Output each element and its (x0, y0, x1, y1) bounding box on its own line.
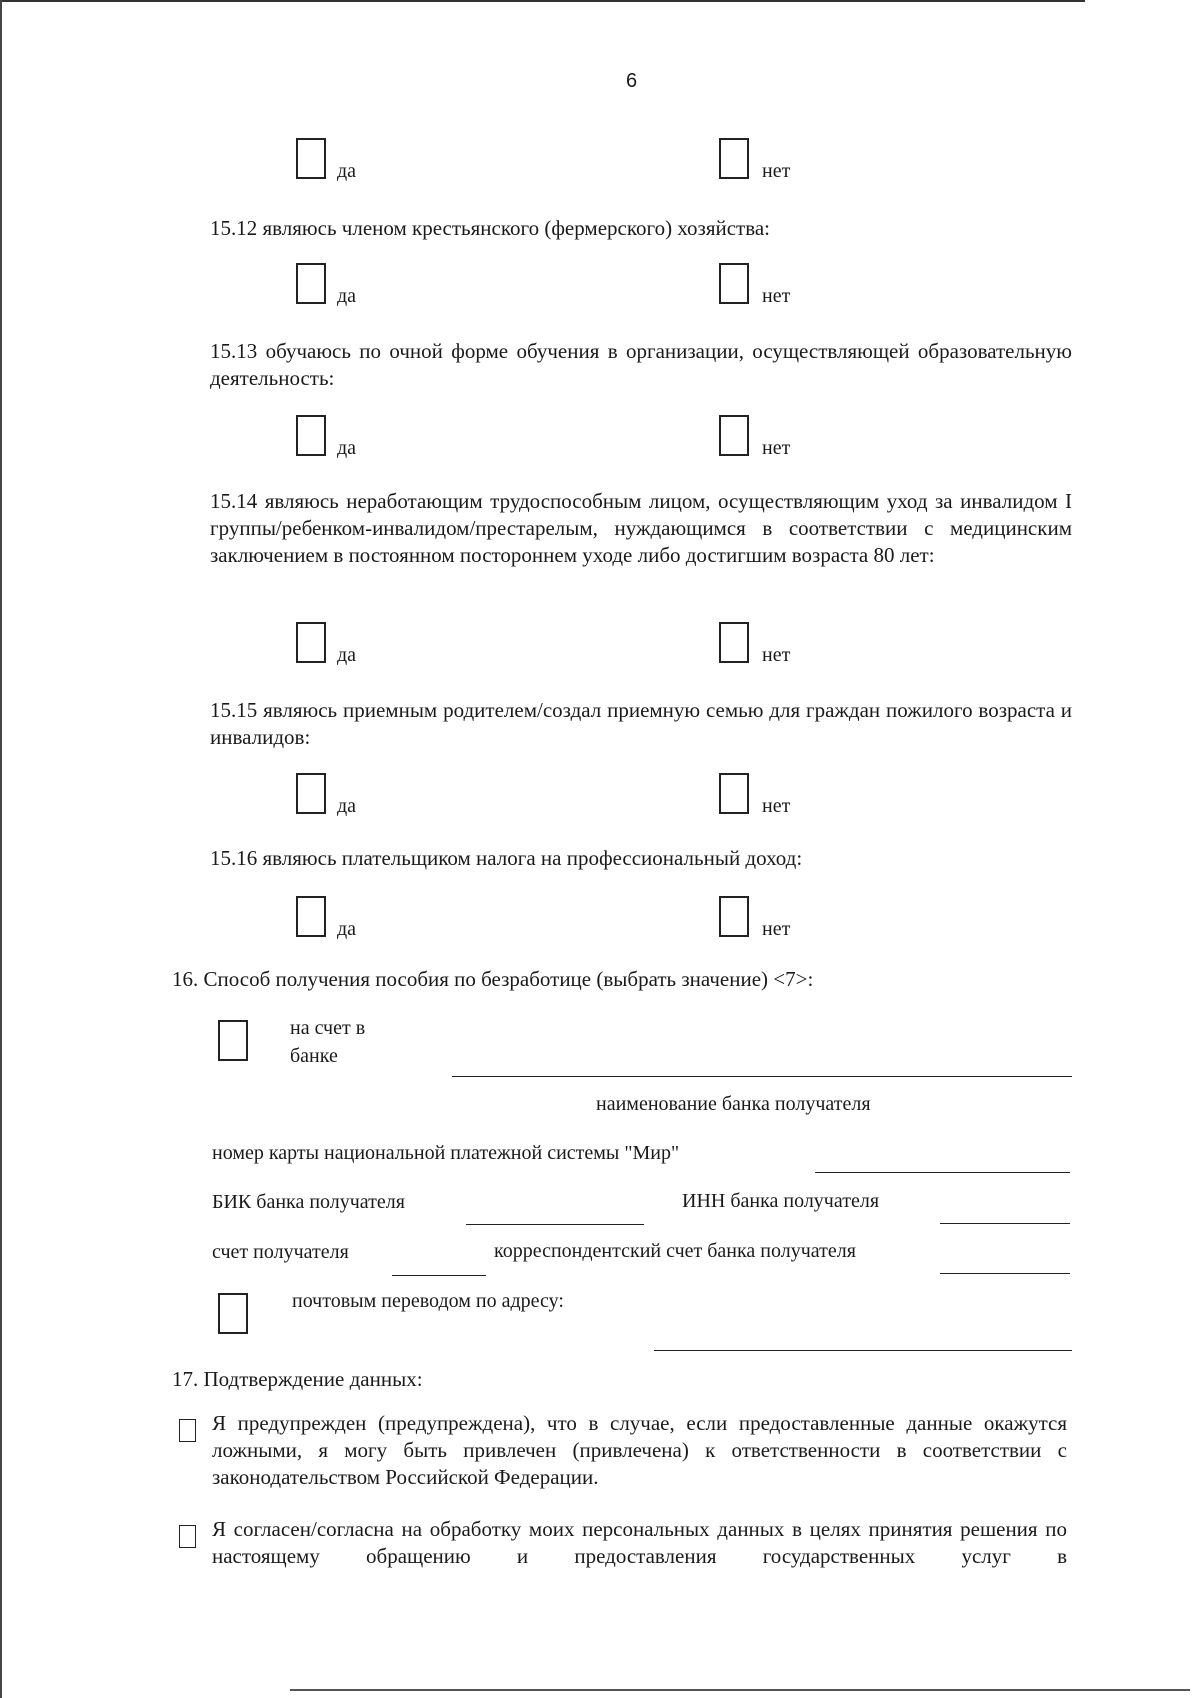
scan-edge-bottom (290, 1689, 1190, 1691)
section-17-title: 17. Подтверждение данных: (172, 1367, 423, 1391)
no-checkbox-15-14[interactable] (719, 622, 749, 663)
yes-label: да (337, 437, 357, 459)
no-checkbox-15-12[interactable] (719, 263, 749, 304)
no-label: нет (762, 285, 791, 307)
postal-option-label: почтовым переводом по адресу: (292, 1290, 564, 1312)
bik-label: БИК банка получателя (212, 1191, 405, 1213)
yes-label: да (337, 644, 357, 666)
yes-label: да (337, 285, 357, 307)
no-label: нет (762, 437, 791, 459)
item-15-15: 15.15 являюсь приемным родителем/создал приемную семью для граждан пожилого возраста и инвалидов: (210, 698, 1072, 749)
item-15-16: 15.16 являюсь плательщиком налога на профессиональный доход: (210, 846, 803, 870)
bank-option-line2: банке (290, 1045, 338, 1067)
no-checkbox-15-15[interactable] (719, 773, 749, 814)
no-label: нет (762, 795, 791, 817)
bik-field[interactable] (466, 1224, 644, 1225)
consent-checkbox[interactable] (179, 1525, 196, 1548)
bank-account-checkbox[interactable] (218, 1020, 248, 1061)
yes-checkbox-15-13[interactable] (296, 415, 326, 456)
corr-account-field[interactable] (940, 1273, 1070, 1274)
postal-address-field[interactable] (654, 1350, 1072, 1351)
scan-edge-top (0, 0, 1085, 2)
item-15-14: 15.14 являюсь неработающим трудоспособным лицом, осуществляющим уход за инвалидом I группы/ребенком-инвалидом/престарелым, нуждающимся в соответствии с медицинским заключением в постоянном постороннем уходе либо достигшим возраста 80 лет: (210, 489, 1072, 567)
consent-statement: Я согласен/согласна на обработку моих персональных данных в целях принятия решения по настоящему обращению и предоставления государственных услуг в (212, 1517, 1067, 1568)
warned-statement: Я предупрежден (предупреждена), что в случае, если предоставленные данные окажутся ложными, я могу быть привлечен (привлечена) к ответственности в соответствии с законодательством Российской Федерации. (212, 1411, 1067, 1489)
yes-label: да (337, 795, 357, 817)
inn-field[interactable] (940, 1223, 1070, 1224)
no-checkbox-15-13[interactable] (719, 415, 749, 456)
account-label: счет получателя (212, 1241, 349, 1263)
yes-checkbox-15-12[interactable] (296, 263, 326, 304)
item-15-12: 15.12 являюсь членом крестьянского (фермерского) хозяйства: (210, 216, 771, 240)
bank-name-caption: наименование банка получателя (596, 1093, 871, 1115)
yes-checkbox-15-16[interactable] (296, 896, 326, 937)
section-16-title: 16. Способ получения пособия по безработице (выбрать значение) <7>: (172, 967, 814, 991)
yes-checkbox-15-14[interactable] (296, 622, 326, 663)
no-label: нет (762, 644, 791, 666)
yes-label: да (337, 160, 357, 182)
bank-name-field[interactable] (452, 1076, 1072, 1077)
yes-checkbox-15-15[interactable] (296, 773, 326, 814)
scan-edge-left (0, 0, 2, 1698)
no-checkbox-15-16[interactable] (719, 896, 749, 937)
mir-card-label: номер карты национальной платежной системы "Мир" (212, 1142, 680, 1164)
page-number: 6 (626, 70, 638, 92)
yes-checkbox-15-11[interactable] (296, 138, 326, 179)
postal-transfer-checkbox[interactable] (218, 1293, 248, 1334)
warned-checkbox[interactable] (179, 1419, 196, 1442)
inn-label: ИНН банка получателя (682, 1190, 880, 1212)
no-label: нет (762, 918, 791, 940)
account-field[interactable] (392, 1275, 486, 1276)
item-15-13: 15.13 обучаюсь по очной форме обучения в организации, осуществляющей образовательную деятельность: (210, 339, 1072, 390)
mir-card-field[interactable] (815, 1172, 1070, 1173)
corr-account-label: корреспондентский счет банка получателя (494, 1240, 856, 1262)
yes-label: да (337, 918, 357, 940)
no-checkbox-15-11[interactable] (719, 138, 749, 179)
bank-option-line1: на счет в (290, 1017, 366, 1039)
no-label: нет (762, 160, 791, 182)
